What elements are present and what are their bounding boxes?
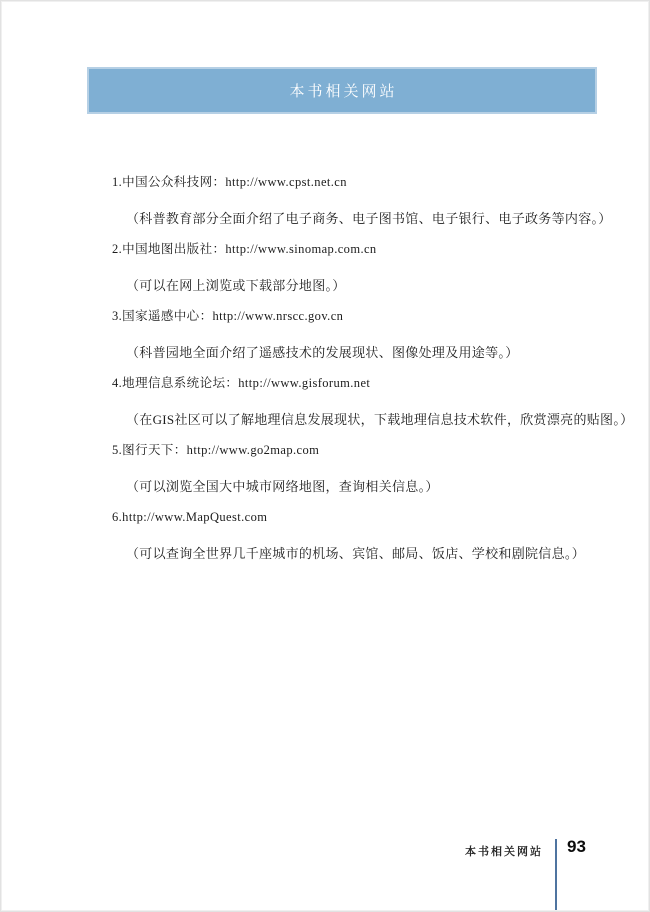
page-title: 本书相关网站 [289,83,398,100]
site-title: 1.中国公众科技网：http://www.cpst.net.cn [112,175,347,189]
list-item [112,444,582,494]
site-title: 2.中国地图出版社：http://www.sinomap.com.cn [112,242,377,256]
site-list [112,175,634,578]
site-title: 6.http://www.MapQuest.com [112,510,268,524]
list-item [112,310,582,360]
list-item [112,376,634,427]
chapter-banner [87,67,597,114]
footer-divider-rule [555,839,557,912]
list-item [112,175,612,226]
site-description: （可以在网上浏览或下载部分地图。） [126,278,346,293]
page-number: 93 [567,837,586,856]
site-description: （可以查询全世界几千座城市的机场、宾馆、邮局、饭店、学校和剧院信息。） [126,546,586,561]
site-description: （科普教育部分全面介绍了电子商务、电子图书馆、电子银行、电子政务等内容。） [126,211,612,226]
site-description: （在GIS社区可以了解地理信息发展现状，下载地理信息技术软件，欣赏漂亮的贴图。） [126,412,634,427]
site-title: 4.地理信息系统论坛：http://www.gisforum.net [112,376,371,390]
site-description: （可以浏览全国大中城市网络地图，查询相关信息。） [126,479,439,494]
footer-chapter-title: 本书相关网站 [465,846,543,858]
list-item [112,510,586,561]
site-description: （科普园地全面介绍了遥感技术的发展现状、图像处理及用途等。） [126,345,519,360]
site-title: 3.国家遥感中心：http://www.nrscc.gov.cn [112,309,344,323]
list-item [112,243,582,293]
site-title: 5.图行天下：http://www.go2map.com [112,443,320,457]
